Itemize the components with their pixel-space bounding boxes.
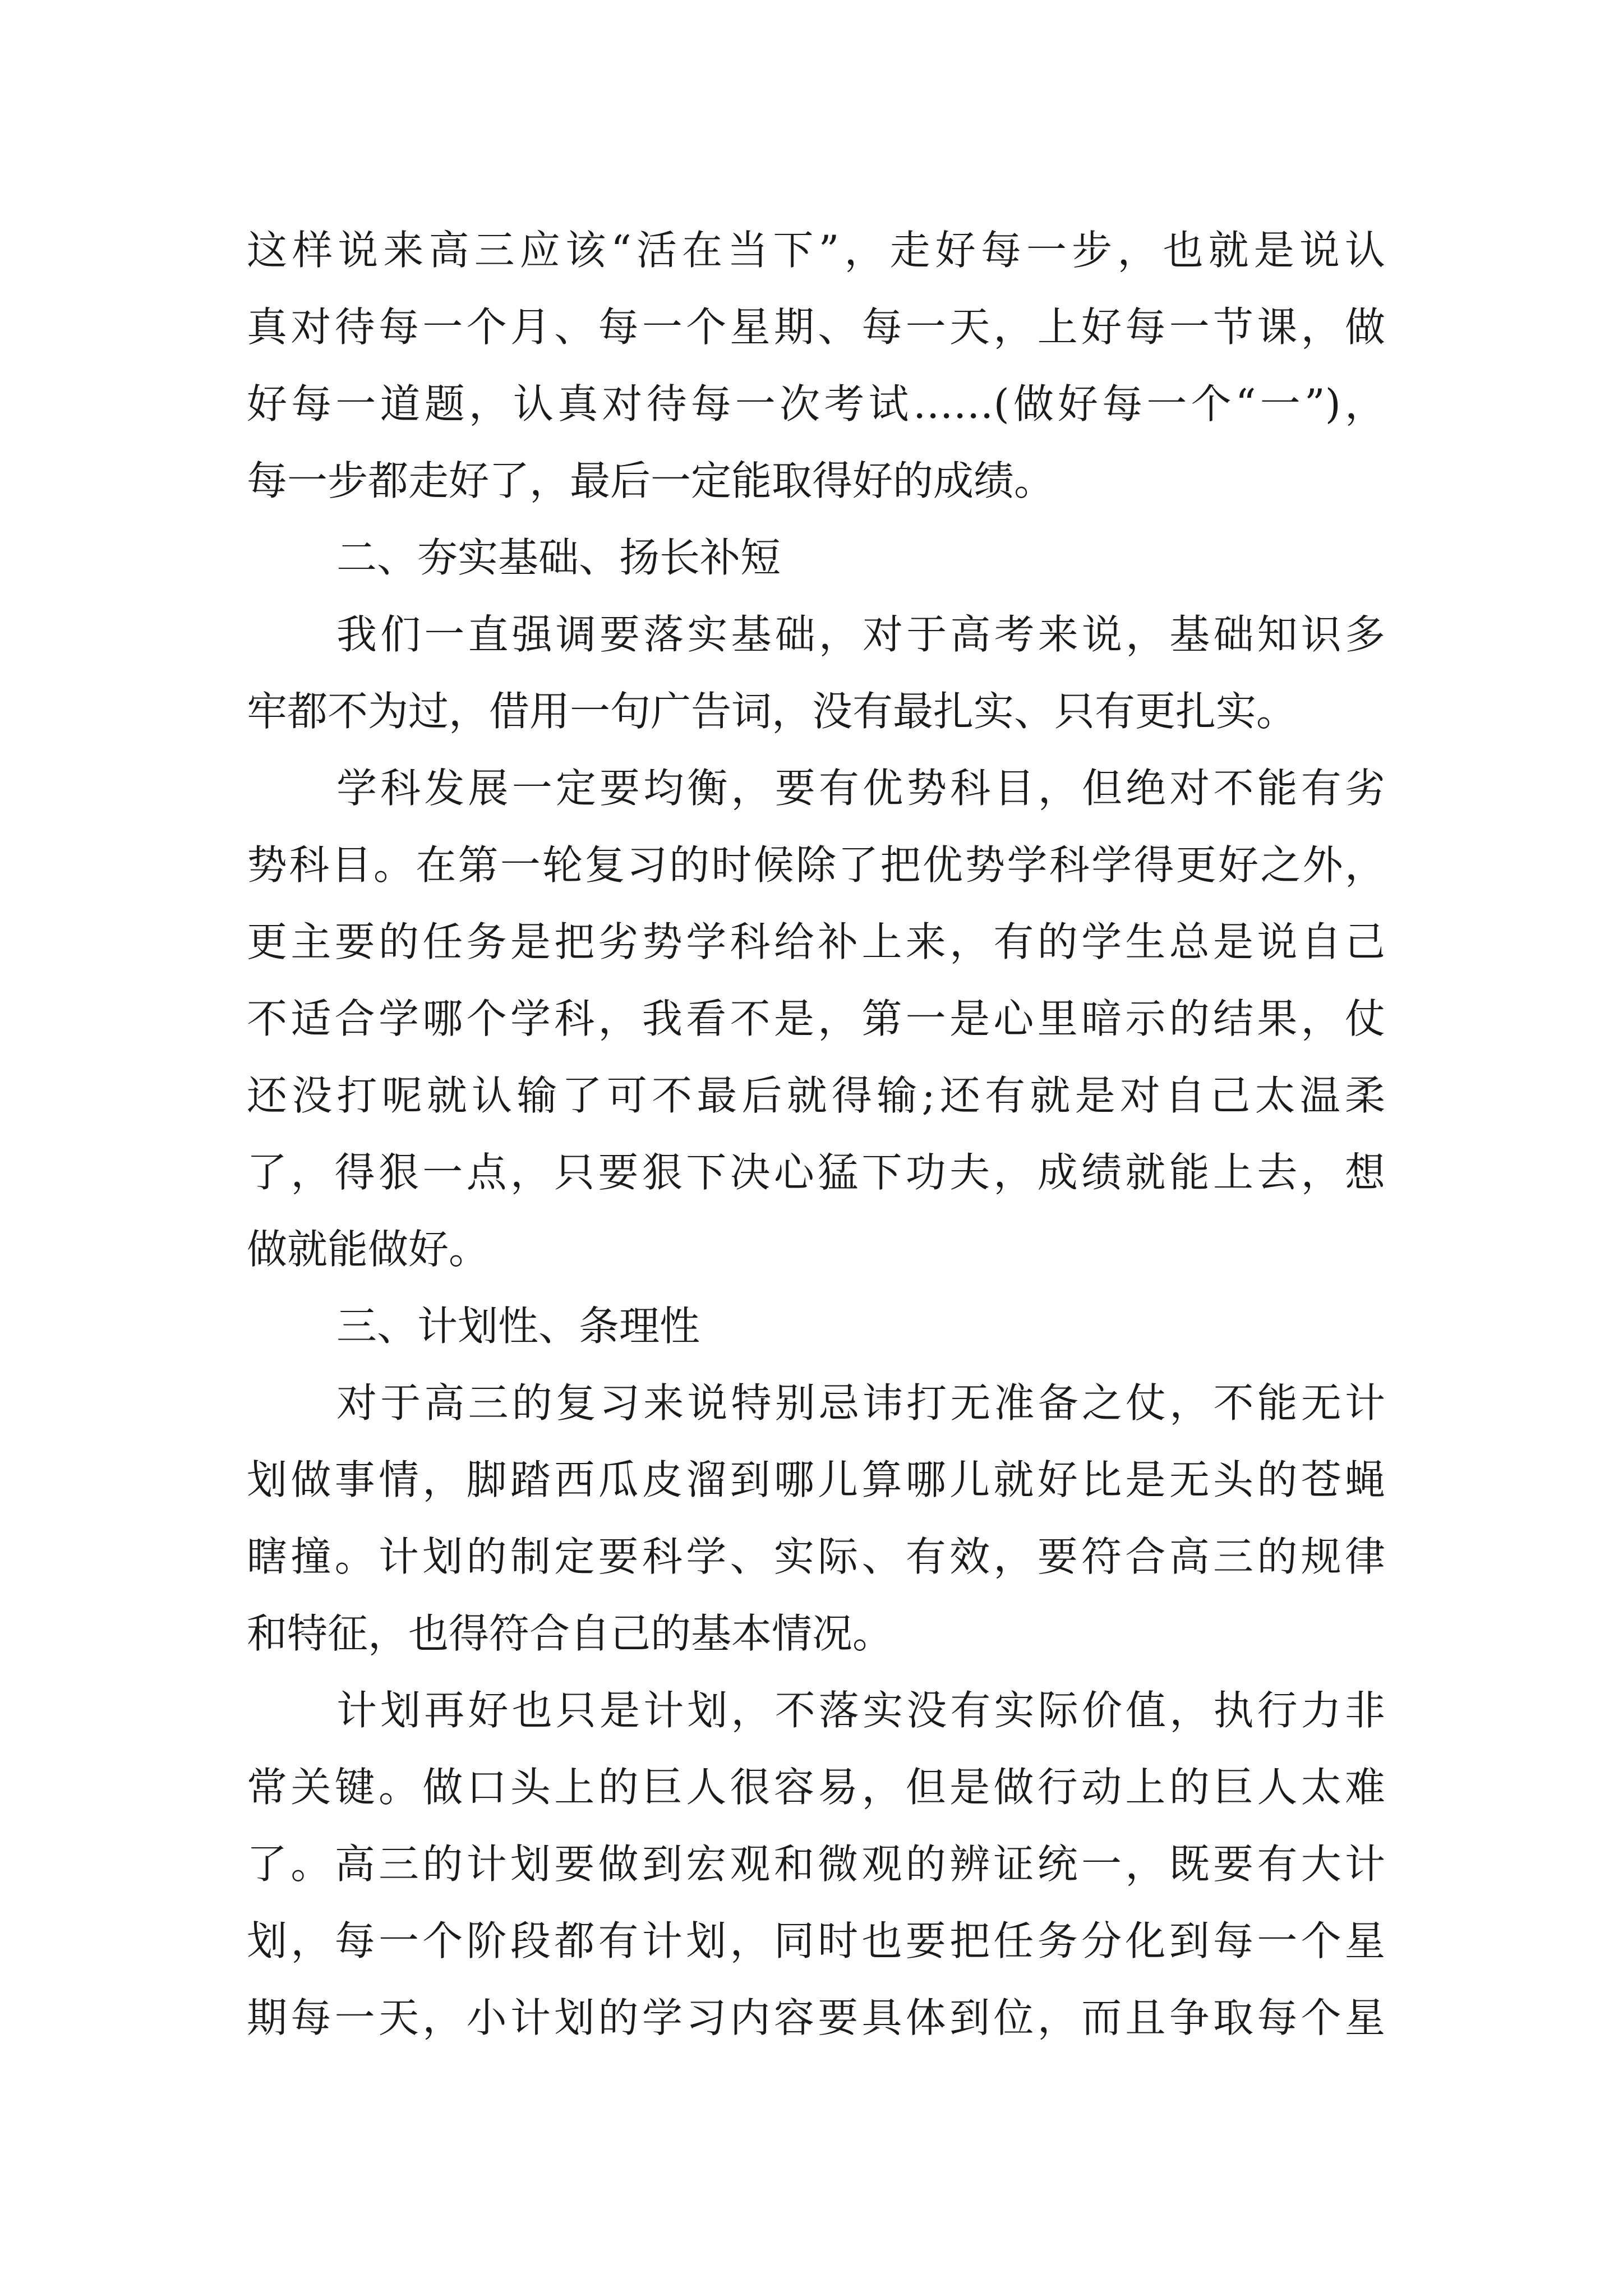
text-line: 了，得狠一点，只要狠下决心猛下功夫，成绩就能上去，想 xyxy=(247,1149,1385,1196)
text-line: 每一步都走好了，最后一定能取得好的成绩。 xyxy=(247,457,1055,504)
text-line: 学科发展一定要均衡，要有优势科目，但绝对不能有劣 xyxy=(336,765,1385,812)
text-line: 和特征，也得符合自己的基本情况。 xyxy=(247,1610,893,1657)
text-line: 期每一天，小计划的学习内容要具体到位，而且争取每个星 xyxy=(247,1994,1385,2041)
section-heading: 二、夯实基础、扬长补短 xyxy=(336,534,781,581)
section-heading: 三、计划性、条理性 xyxy=(336,1303,700,1350)
text-line: 划，每一个阶段都有计划，同时也要把任务分化到每一个星 xyxy=(247,1917,1385,1964)
text-line: 了。高三的计划要做到宏观和微观的辨证统一，既要有大计 xyxy=(247,1841,1385,1888)
text-line: 不适合学哪个学科，我看不是，第一是心里暗示的结果，仗 xyxy=(247,995,1385,1042)
text-line: 更主要的任务是把劣势学科给补上来，有的学生总是说自己 xyxy=(247,918,1385,965)
document-page xyxy=(247,212,1385,2056)
text-line: 好每一道题，认真对待每一次考试……(做好每一个“一”)， xyxy=(247,380,1385,427)
text-line: 势科目。在第一轮复习的时候除了把优势学科学得更好之外， xyxy=(247,841,1385,889)
text-line: 对于高三的复习来说特别忌讳打无准备之仗，不能无计 xyxy=(336,1379,1385,1427)
text-line: 还没打呢就认输了可不最后就得输;还有就是对自己太温柔 xyxy=(247,1072,1385,1119)
text-line: 这样说来高三应该“活在当下”，走好每一步，也就是说认 xyxy=(247,227,1385,274)
text-line: 真对待每一个月、每一个星期、每一天，上好每一节课，做 xyxy=(247,303,1385,351)
text-line: 牢都不为过，借用一句广告词，没有最扎实、只有更扎实。 xyxy=(247,688,1297,735)
text-line: 常关键。做口头上的巨人很容易，但是做行动上的巨人太难 xyxy=(247,1764,1385,1811)
text-line: 瞎撞。计划的制定要科学、实际、有效，要符合高三的规律 xyxy=(247,1533,1385,1580)
text-line: 做就能做好。 xyxy=(247,1226,490,1273)
text-line: 我们一直强调要落实基础，对于高考来说，基础知识多 xyxy=(336,611,1385,658)
text-line: 划做事情，脚踏西瓜皮溜到哪儿算哪儿就好比是无头的苍蝇 xyxy=(247,1456,1385,1503)
text-line: 计划再好也只是计划，不落实没有实际价值，执行力非 xyxy=(336,1687,1385,1734)
